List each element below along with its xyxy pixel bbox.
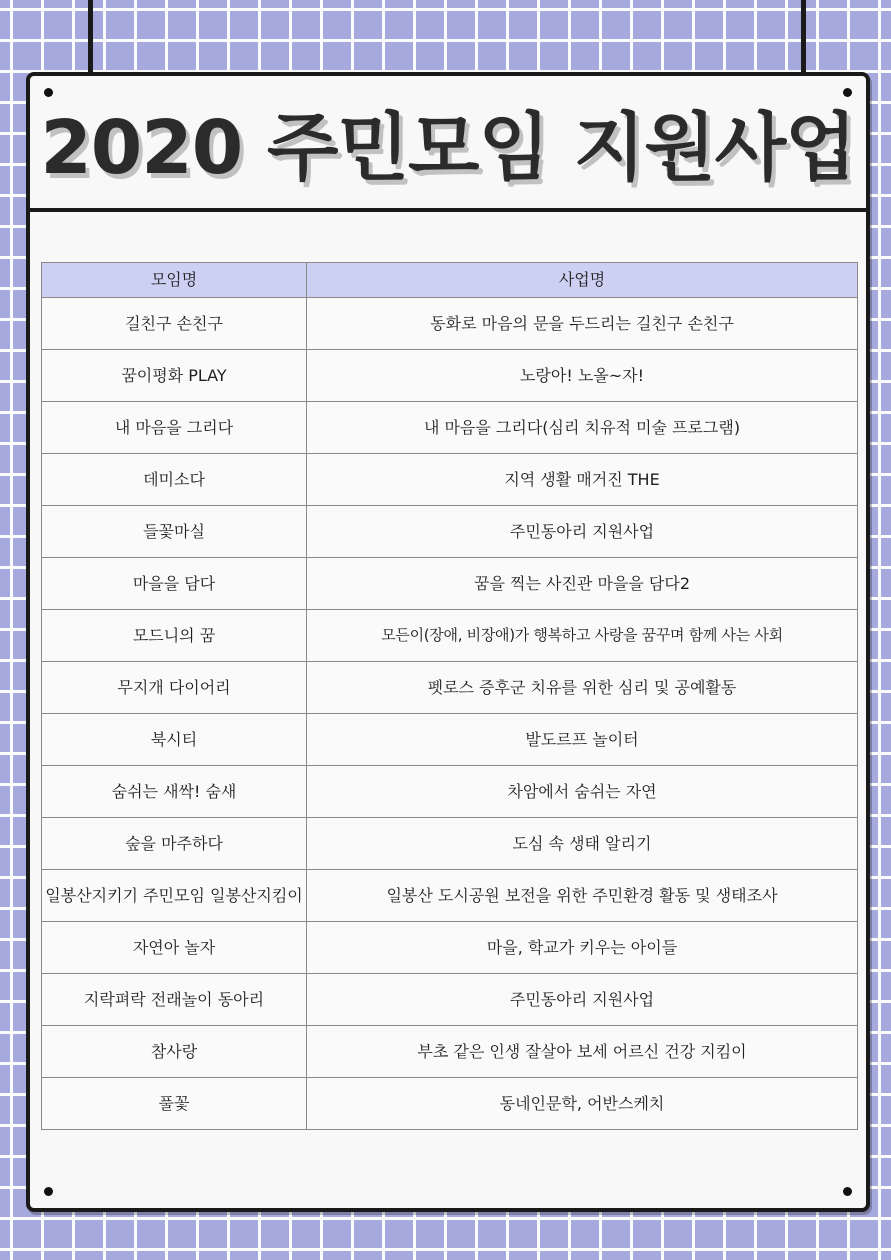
project-name-cell: 동화로 마음의 문을 두드리는 길친구 손친구 <box>307 298 858 350</box>
group-name-cell: 숨쉬는 새싹! 숨새 <box>42 766 307 818</box>
project-name-cell: 노랑아! 노올~자! <box>307 350 858 402</box>
hanging-string-right <box>801 0 806 78</box>
project-name-cell: 지역 생활 매거진 THE <box>307 454 858 506</box>
pin-icon <box>843 1187 852 1196</box>
project-name-cell: 꿈을 찍는 사진관 마을을 담다2 <box>307 558 858 610</box>
notice-board <box>26 72 870 1212</box>
table-row <box>42 714 858 766</box>
page-title: 2020 주민모임 지원사업 <box>40 105 856 191</box>
table-row <box>42 506 858 558</box>
table-row <box>42 350 858 402</box>
table-row <box>42 454 858 506</box>
group-name-cell: 참사랑 <box>42 1026 307 1078</box>
group-name-cell: 풀꽃 <box>42 1078 307 1130</box>
group-name-cell: 모드니의 꿈 <box>42 610 307 662</box>
project-name-cell: 펫로스 증후군 치유를 위한 심리 및 공예활동 <box>307 662 858 714</box>
project-name-cell: 일봉산 도시공원 보전을 위한 주민환경 활동 및 생태조사 <box>307 870 858 922</box>
projects-table <box>41 262 858 1130</box>
group-name-cell: 북시티 <box>42 714 307 766</box>
table-header-row <box>42 263 858 298</box>
project-name-cell: 발도르프 놀이터 <box>307 714 858 766</box>
project-name-cell: 부초 같은 인생 잘살아 보세 어르신 건강 지킴이 <box>307 1026 858 1078</box>
project-name-cell: 도심 속 생태 알리기 <box>307 818 858 870</box>
project-name-cell: 동네인문학, 어반스케치 <box>307 1078 858 1130</box>
title-area <box>30 76 866 212</box>
group-name-cell: 길친구 손친구 <box>42 298 307 350</box>
group-name-cell: 지락펴락 전래놀이 동아리 <box>42 974 307 1026</box>
group-name-cell: 마을을 담다 <box>42 558 307 610</box>
group-name-cell: 자연아 놀자 <box>42 922 307 974</box>
group-name-cell: 일봉산지키기 주민모임 일봉산지킴이 <box>42 870 307 922</box>
table-row <box>42 818 858 870</box>
table-row <box>42 1078 858 1130</box>
project-name-cell: 내 마음을 그리다(심리 치유적 미술 프로그램) <box>307 402 858 454</box>
project-name-cell: 차암에서 숨쉬는 자연 <box>307 766 858 818</box>
project-name-cell: 마을, 학교가 키우는 아이들 <box>307 922 858 974</box>
table-row <box>42 662 858 714</box>
header-project-name: 사업명 <box>307 263 858 298</box>
project-name-cell: 주민동아리 지원사업 <box>307 974 858 1026</box>
table-row <box>42 610 858 662</box>
table-row <box>42 974 858 1026</box>
table-row <box>42 558 858 610</box>
header-group-name: 모임명 <box>42 263 307 298</box>
table-row <box>42 870 858 922</box>
group-name-cell: 들꽃마실 <box>42 506 307 558</box>
table-row <box>42 402 858 454</box>
group-name-cell: 데미소다 <box>42 454 307 506</box>
pin-icon <box>44 1187 53 1196</box>
table-row <box>42 298 858 350</box>
group-name-cell: 숲을 마주하다 <box>42 818 307 870</box>
table-row <box>42 766 858 818</box>
table-row <box>42 922 858 974</box>
project-name-cell: 모든이(장애, 비장애)가 행복하고 사랑을 꿈꾸며 함께 사는 사회 <box>307 610 858 662</box>
group-name-cell: 무지개 다이어리 <box>42 662 307 714</box>
hanging-string-left <box>88 0 93 78</box>
group-name-cell: 꿈이평화 PLAY <box>42 350 307 402</box>
group-name-cell: 내 마음을 그리다 <box>42 402 307 454</box>
project-name-cell: 주민동아리 지원사업 <box>307 506 858 558</box>
table-row <box>42 1026 858 1078</box>
